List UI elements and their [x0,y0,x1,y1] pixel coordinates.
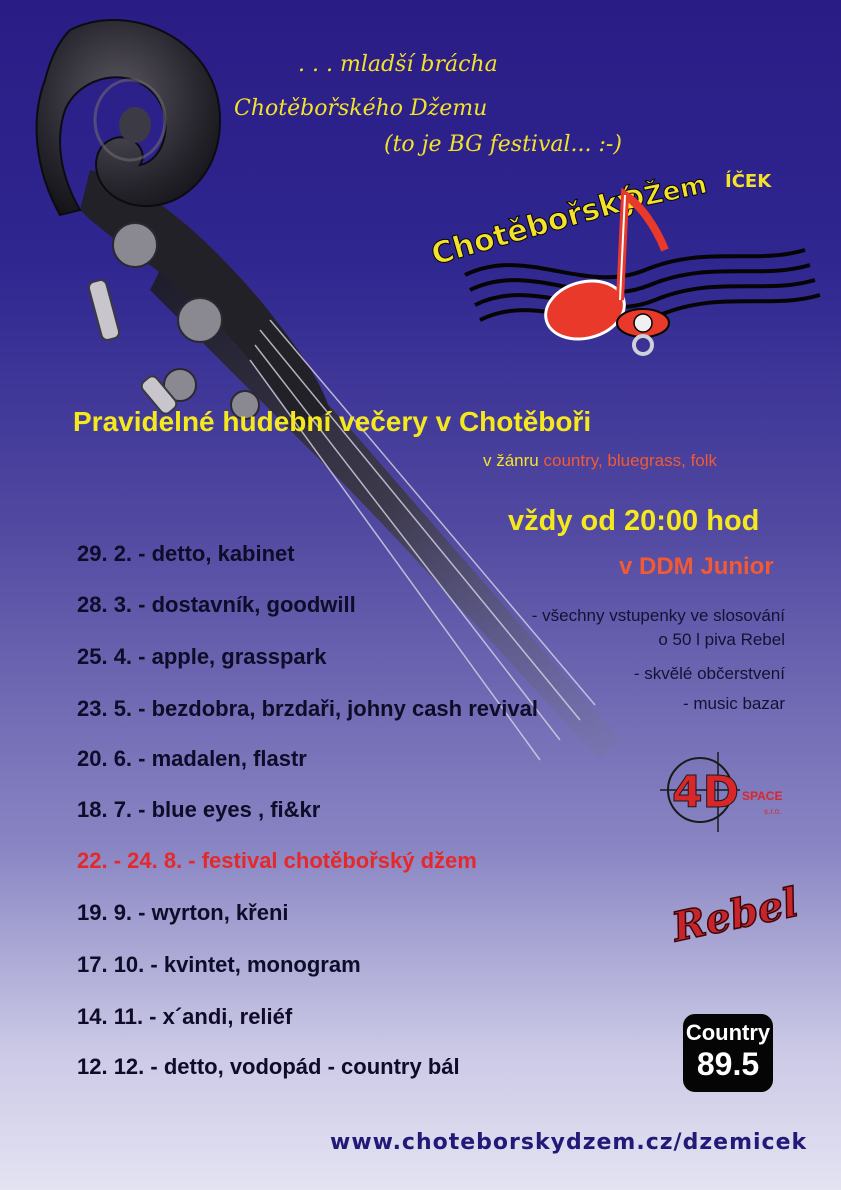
note-refreshments: - skvělé občerstvení [633,664,785,683]
genre-line [483,451,717,471]
schedule-item: 28. 3. - dostavník, goodwill [77,592,356,617]
schedule-item: 17. 10. - kvintet, monogram [77,952,361,977]
tagline-line-3: (to je BG festival... :-) [384,132,622,157]
schedule-item: 29. 2. - detto, kabinet [77,541,295,566]
note-ticket-lottery: - všechny vstupenky ve slosování [531,606,785,625]
dzemicek-logo [425,155,825,365]
pacifier-icon [617,309,669,354]
radio-frequency: 89.5 [696,1046,760,1082]
schedule-item: 12. 12. - detto, vodopád - country bál [77,1054,460,1079]
4d-mark: 4D [672,767,740,818]
tagline-line-2: Chotěbořského Džemu [234,96,488,121]
4d-space-suffix: s.r.o. [764,807,782,816]
schedule-item: 20. 6. - madalen, flastr [77,746,307,771]
rebel-wordmark: Rebel [668,878,803,952]
4d-space-logo [660,752,795,832]
logo-text-main: Chotěbořský [427,180,642,273]
logo-text-suffix: ÍČEK [725,171,772,192]
note-ticket-lottery-prize: o 50 l piva Rebel [658,630,785,649]
logo-text-dzem: DŽem [620,169,710,217]
schedule-item: 18. 7. - blue eyes , fi&kr [77,797,321,822]
website-link[interactable]: www.choteborskydzem.cz/dzemicek [330,1130,808,1155]
radio-name: Country [685,1020,771,1045]
event-time: vždy od 20:00 hod [508,505,760,537]
schedule-item: 19. 9. - wyrton, křeni [77,900,289,925]
country-radio-logo [683,1014,773,1092]
4d-space-name: SPACE [742,789,783,803]
headline: Pravidelné hudební večery v Chotěboři [73,406,592,437]
rebel-beer-logo [668,878,803,958]
event-venue: v DDM Junior [619,553,774,580]
note-music-bazar: - music bazar [682,694,785,713]
schedule-item: 14. 11. - x´andi, reliéf [77,1004,293,1029]
schedule-item: 25. 4. - apple, grasspark [77,644,327,669]
genre-list: country, bluegrass, folk [543,451,718,470]
genre-prefix: v žánru [483,451,544,470]
schedule-item: 23. 5. - bezdobra, brzdaři, johny cash revival [77,696,538,721]
tagline-line-1: . . . mladší brácha [298,52,498,77]
schedule-item-festival: 22. - 24. 8. - festival chotěbořský džem [77,848,477,873]
